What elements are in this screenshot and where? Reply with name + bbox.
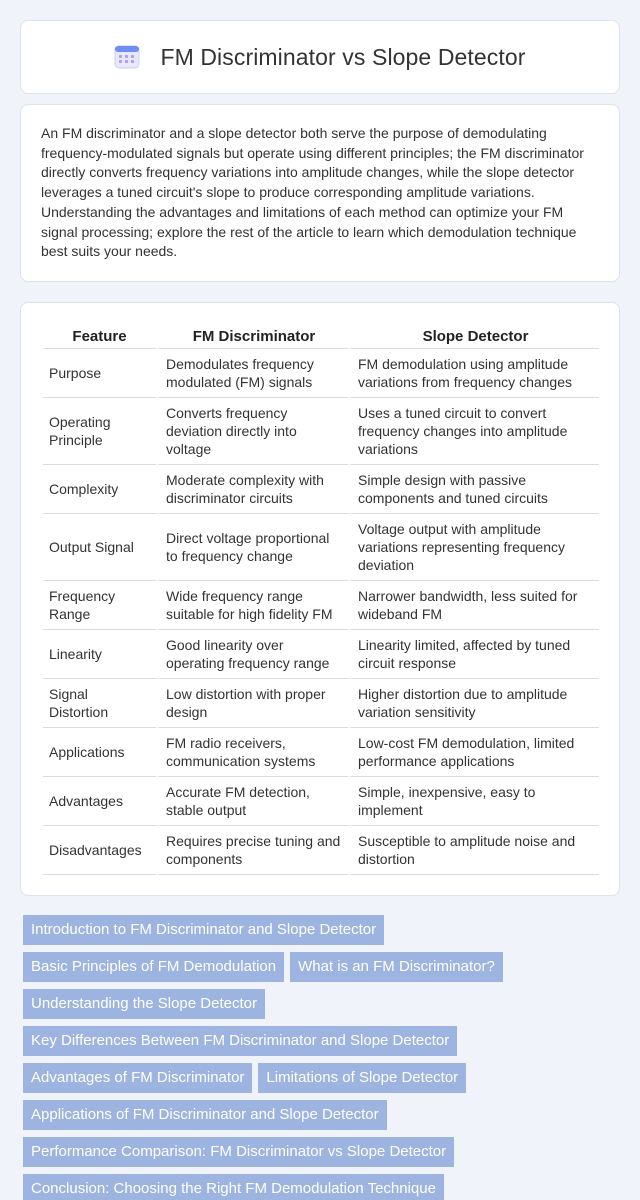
column-header-fm-discriminator: FM Discriminator (156, 323, 348, 349)
table-row (43, 728, 599, 777)
calendar-grid-icon (114, 44, 140, 70)
slope-detector-cell: Uses a tuned circuit to convert frequency changes into amplitude variations (348, 398, 599, 465)
table-header-row (43, 323, 599, 349)
table-row (43, 630, 599, 679)
topic-links (20, 915, 620, 1200)
topic-link-introduction[interactable]: Introduction to FM Discriminator and Slope Detector (23, 915, 384, 945)
topic-link-basic-principles[interactable]: Basic Principles of FM Demodulation (23, 952, 284, 982)
feature-cell: Frequency Range (43, 581, 156, 630)
feature-cell: Purpose (43, 349, 156, 398)
topic-link-key-differences[interactable]: Key Differences Between FM Discriminator and Slope Detector (23, 1026, 457, 1056)
fm-discriminator-cell: Requires precise tuning and components (156, 826, 348, 875)
fm-discriminator-cell: Wide frequency range suitable for high fidelity FM (156, 581, 348, 630)
feature-cell: Linearity (43, 630, 156, 679)
intro-paragraph: An FM discriminator and a slope detector both serve the purpose of demodulating frequency-modulated signals but operate using different principles; the FM discriminator directly converts frequency variations into amplitude changes, while the slope detector leverages a tuned circuit's slope to produce corresponding amplitude variations. Understanding the advantages and limitations of each method can optimize your FM signal processing; explore the rest of the article to learn which demodulation technique best suits your needs. (41, 125, 584, 260)
feature-cell: Signal Distortion (43, 679, 156, 728)
comparison-table (43, 323, 599, 875)
header-card (20, 20, 620, 94)
topic-link-understanding-slope-detector[interactable]: Understanding the Slope Detector (23, 989, 265, 1019)
page-title: FM Discriminator vs Slope Detector (160, 43, 526, 70)
column-header-slope-detector: Slope Detector (348, 323, 599, 349)
slope-detector-cell: Simple design with passive components and tuned circuits (348, 465, 599, 514)
feature-cell: Applications (43, 728, 156, 777)
fm-discriminator-cell: Accurate FM detection, stable output (156, 777, 348, 826)
feature-cell: Operating Principle (43, 398, 156, 465)
fm-discriminator-cell: Demodulates frequency modulated (FM) signals (156, 349, 348, 398)
slope-detector-cell: FM demodulation using amplitude variations from frequency changes (348, 349, 599, 398)
fm-discriminator-cell: Converts frequency deviation directly into voltage (156, 398, 348, 465)
topic-link-advantages[interactable]: Advantages of FM Discriminator (23, 1063, 252, 1093)
table-row (43, 777, 599, 826)
table-row (43, 581, 599, 630)
slope-detector-cell: Voltage output with amplitude variations representing frequency deviation (348, 514, 599, 581)
feature-cell: Disadvantages (43, 826, 156, 875)
table-row (43, 398, 599, 465)
table-row (43, 826, 599, 875)
table-row (43, 349, 599, 398)
table-row (43, 514, 599, 581)
feature-cell: Complexity (43, 465, 156, 514)
feature-cell: Advantages (43, 777, 156, 826)
column-header-feature: Feature (43, 323, 156, 349)
slope-detector-cell: Low-cost FM demodulation, limited performance applications (348, 728, 599, 777)
fm-discriminator-cell: Good linearity over operating frequency range (156, 630, 348, 679)
intro-card (20, 104, 620, 282)
topic-link-what-is-fm-discriminator[interactable]: What is an FM Discriminator? (290, 952, 503, 982)
fm-discriminator-cell: Direct voltage proportional to frequency change (156, 514, 348, 581)
topic-link-applications[interactable]: Applications of FM Discriminator and Slope Detector (23, 1100, 387, 1130)
fm-discriminator-cell: Low distortion with proper design (156, 679, 348, 728)
topic-link-performance-comparison[interactable]: Performance Comparison: FM Discriminator vs Slope Detector (23, 1137, 454, 1167)
table-row (43, 465, 599, 514)
fm-discriminator-cell: FM radio receivers, communication systems (156, 728, 348, 777)
slope-detector-cell: Simple, inexpensive, easy to implement (348, 777, 599, 826)
slope-detector-cell: Narrower bandwidth, less suited for wideband FM (348, 581, 599, 630)
slope-detector-cell: Susceptible to amplitude noise and distortion (348, 826, 599, 875)
comparison-table-card (20, 302, 620, 896)
slope-detector-cell: Higher distortion due to amplitude variation sensitivity (348, 679, 599, 728)
slope-detector-cell: Linearity limited, affected by tuned circuit response (348, 630, 599, 679)
topic-link-conclusion[interactable]: Conclusion: Choosing the Right FM Demodulation Technique (23, 1174, 444, 1200)
topic-link-limitations[interactable]: Limitations of Slope Detector (258, 1063, 466, 1093)
fm-discriminator-cell: Moderate complexity with discriminator circuits (156, 465, 348, 514)
feature-cell: Output Signal (43, 514, 156, 581)
table-row (43, 679, 599, 728)
